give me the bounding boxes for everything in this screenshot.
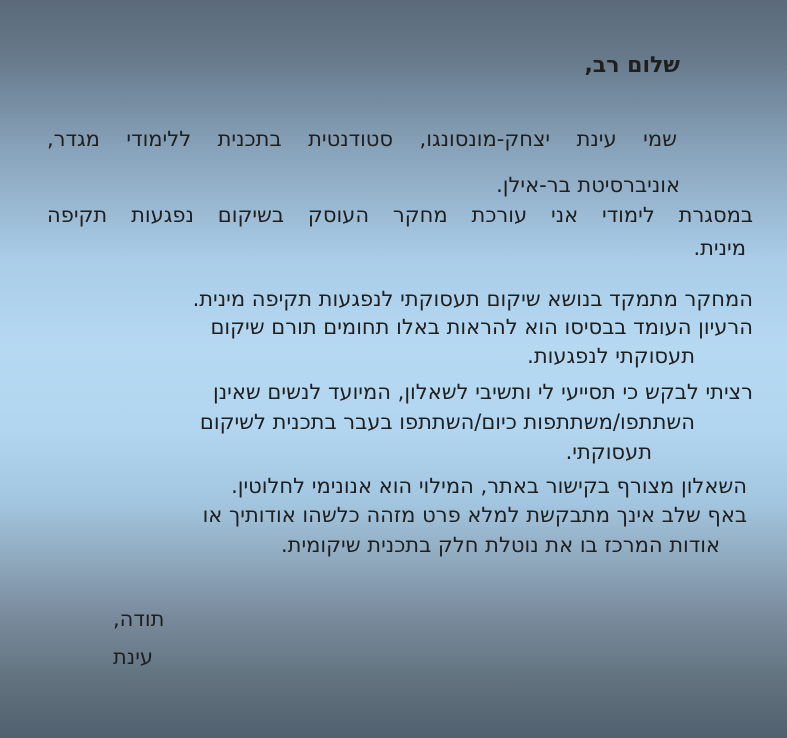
thanks-line: תודה, [113,607,165,631]
body-line: שמי עינת יצחק-מונסונגו, סטודנטית בתכנית ללימודי מגדר, [47,127,677,151]
greeting-line: שלום רב, [584,53,680,78]
body-line: באף שלב אינך מתבקשת למלא פרט מזהה כלשהו אודותיך או [202,503,747,527]
body-line: תעסוקתי לנפגעות. [527,344,695,368]
body-line: מינית. [693,236,746,260]
body-line: המחקר מתמקד בנושא שיקום תעסוקתי לנפגעות תקיפה מינית. [192,287,753,311]
body-line: רציתי לבקש כי תסייעי לי ותשיבי לשאלון, המיועד לנשים שאינן [213,380,753,404]
body-line: השאלון מצורף בקישור באתר, המילוי הוא אנונימי לחלוטין. [231,474,747,498]
body-line: במסגרת לימודי אני עורכת מחקר העוסק בשיקום נפגעות תקיפה [47,203,753,227]
signature-line: עינת [113,645,154,669]
body-line: הרעיון העומד בבסיסו הוא להראות באלו תחומים תורם שיקום [210,315,753,339]
body-line: אוניברסיטת בר-אילן. [496,173,680,197]
body-line: תעסוקתי. [565,440,652,464]
body-line: השתתפו/משתתפות כיום/השתתפו בעבר בתכנית לשיקום [199,410,695,434]
body-line: אודות המרכז בו את נוטלת חלק בתכנית שיקומית. [280,533,720,557]
